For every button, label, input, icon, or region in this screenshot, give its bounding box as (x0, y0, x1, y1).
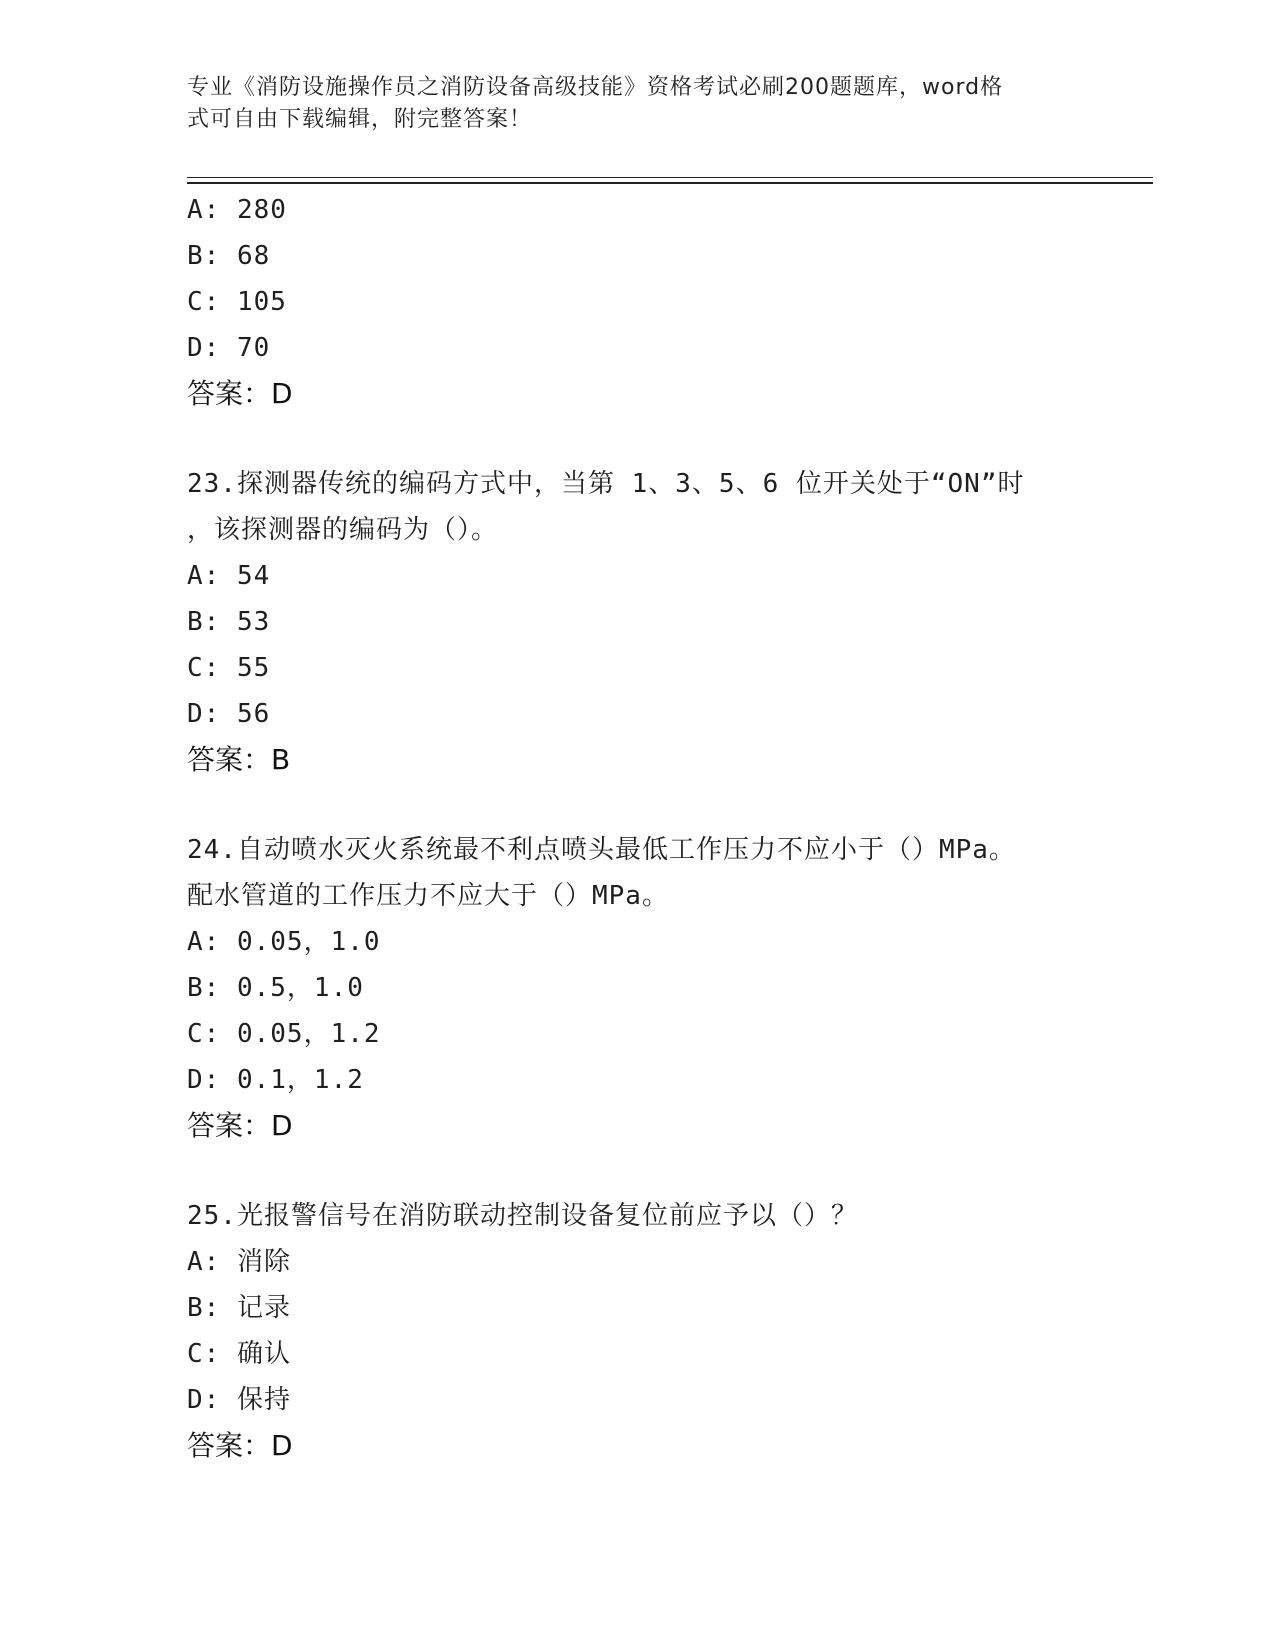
document-header (187, 72, 1067, 136)
answer-line: 答案：B (187, 743, 291, 776)
question-stem-line-2: ，该探测器的编码为（）。 (187, 515, 499, 545)
question-23 (187, 461, 1087, 783)
header-divider-thick (187, 182, 1153, 184)
header-line-2: 式可自由下载编辑，附完整答案！ (187, 107, 533, 132)
spacer (187, 783, 1087, 827)
header-divider-thin (187, 177, 1153, 178)
option-b: B: 记录 (187, 1293, 291, 1323)
header-line-1: 专业《消防设施操作员之消防设备高级技能》资格考试必刷200题题库，word格 (187, 75, 1004, 100)
option-a: A: 280 (187, 195, 287, 225)
spacer (187, 417, 1087, 461)
answer-line: 答案：D (187, 1109, 293, 1142)
option-a: A: 消除 (187, 1247, 291, 1277)
option-b: B: 68 (187, 241, 271, 271)
option-c: C: 55 (187, 653, 271, 683)
question-list (187, 187, 1087, 1469)
question-24 (187, 827, 1087, 1149)
question-stem-line-1: 25.光报警信号在消防联动控制设备复位前应予以（）？ (187, 1201, 858, 1231)
answer-line: 答案：D (187, 1429, 293, 1462)
question-22 (187, 187, 1087, 417)
option-a: A: 54 (187, 561, 271, 591)
question-25 (187, 1193, 1087, 1469)
answer-line: 答案：D (187, 377, 293, 410)
option-d: D: 70 (187, 333, 271, 363)
option-c: C: 105 (187, 287, 287, 317)
option-d: D: 保持 (187, 1385, 291, 1415)
option-d: D: 56 (187, 699, 271, 729)
option-b: B: 53 (187, 607, 271, 637)
option-c: C: 0.05，1.2 (187, 1019, 381, 1049)
question-stem-line-2: 配水管道的工作压力不应大于（）MPa。 (187, 881, 669, 911)
spacer (187, 1149, 1087, 1193)
option-d: D: 0.1，1.2 (187, 1065, 364, 1095)
option-c: C: 确认 (187, 1339, 291, 1369)
option-b: B: 0.5，1.0 (187, 973, 364, 1003)
option-a: A: 0.05，1.0 (187, 927, 381, 957)
question-stem-line-1: 23.探测器传统的编码方式中，当第 1、3、5、6 位开关处于“ON”时 (187, 469, 1025, 499)
question-stem-line-1: 24.自动喷水灭火系统最不利点喷头最低工作压力不应小于（）MPa。 (187, 835, 1016, 865)
